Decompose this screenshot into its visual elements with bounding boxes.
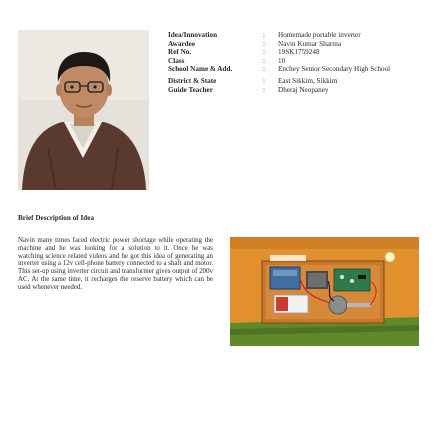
awardee-details [168,32,418,95]
detail-row-ref-no [168,49,418,57]
description-heading: Brief Description of Idea [18,214,95,222]
detail-value: Dheraj Neopaney [278,85,329,94]
detail-value: 10 [278,56,286,65]
idea-description: Navin many times faced electric power shortage while operating the machine and he was looking for a solution to it. Once he was watching science related videos and he got this idea of generating an inverter using a 12v cell-phone battery connected to a shaft and motor. This set-up using inverter circuit and transformer gives output of 200v AC. At the same time, it recharges the reserve battery which can be used whenever needed. [18,237,213,291]
detail-separator: : [263,56,265,65]
detail-row-guide-teacher [168,87,418,95]
detail-value: Homemade portable inverter [278,31,361,39]
detail-label: Ref No. [168,48,192,57]
student-photo [18,30,149,190]
detail-row-district [168,78,418,86]
detail-row-awardee [168,41,418,49]
detail-separator: : [263,31,265,39]
detail-separator: : [263,39,265,48]
detail-value: Navin Kumar Sharma [278,39,342,48]
detail-row-idea [168,32,418,40]
detail-value: Enchey Senior Secondary High School [278,65,391,74]
detail-value: 19SK1759248 [278,48,320,57]
detail-label: Idea/Innovation [168,31,218,39]
detail-separator: : [263,85,265,94]
detail-separator: : [263,48,265,57]
detail-label: Class [168,56,185,65]
detail-separator: : [263,76,265,85]
detail-row-school [168,66,418,74]
detail-label: Awardee [168,39,196,48]
detail-label: School Name & Add. [168,65,233,74]
detail-value: East Sikkim, Sikkim [278,76,338,85]
detail-row-class [168,58,418,66]
detail-label: District & State [168,76,217,85]
detail-separator: : [263,65,265,74]
device-photo [230,237,419,346]
detail-label: Guide Teacher [168,85,213,94]
